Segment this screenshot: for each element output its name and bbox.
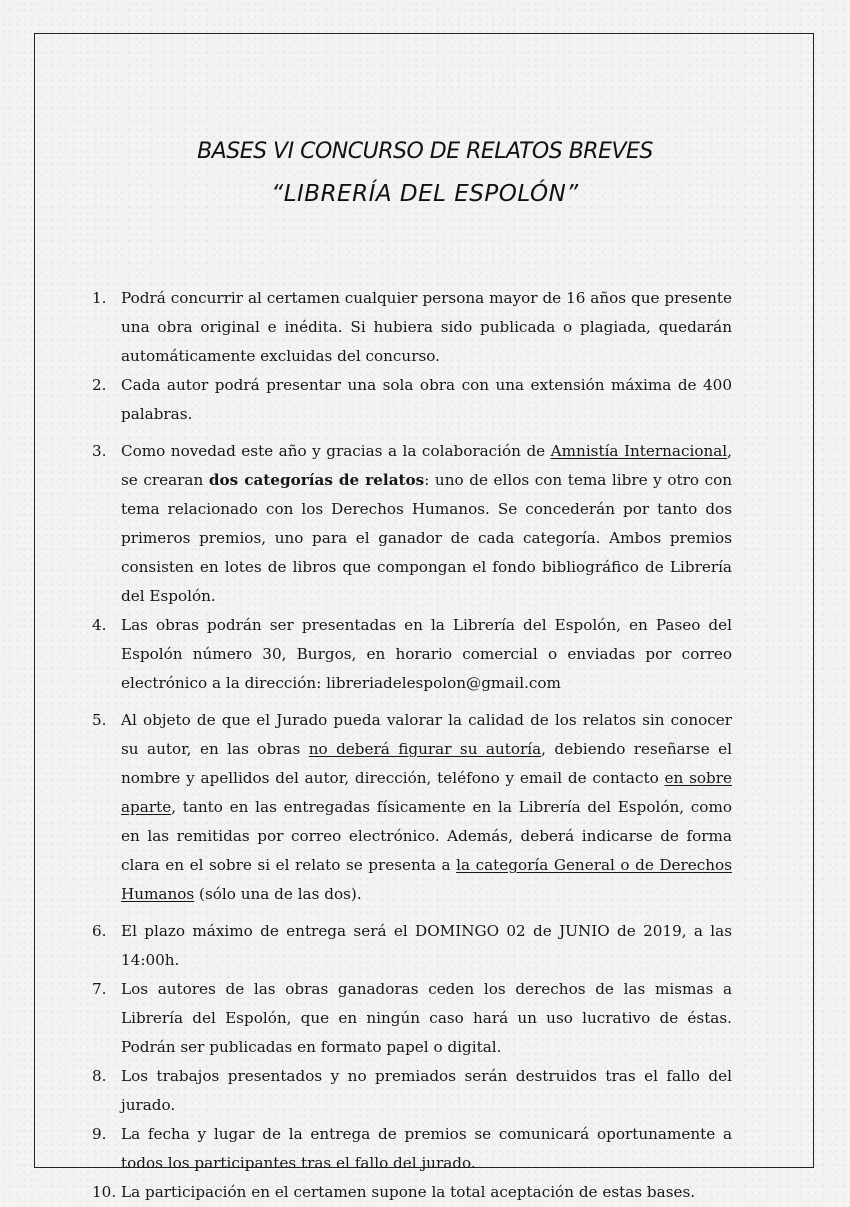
rule-item-9	[92, 1120, 732, 1178]
rule-item-3	[92, 437, 732, 611]
bookstore-title: “LIBRERÍA DEL ESPOLÓN”	[271, 181, 579, 207]
underlined-text: no deberá figurar su autoría	[308, 740, 542, 758]
rule-item-7	[92, 975, 732, 1062]
rule-text	[121, 371, 732, 429]
rule-number: 7.	[92, 980, 107, 998]
rule-number: 1.	[92, 289, 107, 307]
text-segment: Como novedad este año y gracias a la colaboración de	[121, 442, 551, 460]
rule-number: 9.	[92, 1125, 107, 1143]
rules-list	[92, 284, 732, 1207]
text-segment: : uno de ellos con tema libre y otro con tema relacionado con los Derechos Humanos. Se concederán por tanto dos primeros premios, uno para el ganador de cada categoría. Ambos premios consisten en lotes de libros que compongan el fondo bibliográfico de Librería del Espolón.	[121, 471, 733, 605]
underlined-text: en sobre aparte	[121, 769, 732, 816]
text-segment: Al objeto de que el Jurado pueda valorar la calidad de los relatos sin conocer su autor, en las obras	[121, 711, 732, 758]
rule-number: 5.	[92, 711, 107, 729]
text-segment: Los autores de las obras ganadoras ceden los derechos de las mismas a Librería del Espolón, que en ningún caso hará un uso lucrativo de éstas. Podrán ser publicadas en formato papel o digital.	[121, 980, 732, 1056]
text-segment: , se crearan	[121, 442, 732, 489]
text-segment: , debiendo reseñarse el nombre y apellidos del autor, dirección, teléfono y email de contacto	[121, 740, 732, 787]
rule-item-4	[92, 611, 732, 698]
text-segment: (sólo una de las dos).	[194, 885, 362, 903]
rule-text	[121, 437, 732, 611]
rule-text	[121, 1120, 732, 1178]
underlined-text: Amnistía Internacional	[550, 442, 728, 460]
text-segment: La participación en el certamen supone la total aceptación de estas bases.	[121, 1183, 696, 1201]
text-segment: Cada autor podrá presentar una sola obra con una extensión máxima de 400 palabras.	[121, 376, 732, 423]
contest-title: BASES VI CONCURSO DE RELATOS BREVES	[197, 139, 653, 164]
rule-item-2	[92, 371, 732, 429]
rule-number: 10.	[92, 1183, 117, 1201]
bold-text: dos categorías de relatos	[208, 471, 425, 489]
rule-item-1	[92, 284, 732, 371]
rule-text	[121, 1178, 732, 1207]
text-segment: Las obras podrán ser presentadas en la Librería del Espolón, en Paseo del Espolón número 30, Burgos, en horario comercial o enviadas por correo electrónico a la dirección: libreriadelespolon@gmail.com	[121, 616, 732, 692]
rule-number: 8.	[92, 1067, 107, 1085]
rule-number: 2.	[92, 376, 107, 394]
rule-text	[121, 611, 732, 698]
text-segment: Podrá concurrir al certamen cualquier persona mayor de 16 años que presente una obra original e inédita. Si hubiera sido publicada o plagiada, quedarán automáticamente excluidas del concurso.	[121, 289, 732, 365]
rule-item-10	[92, 1178, 732, 1207]
text-segment: Los trabajos presentados y no premiados serán destruidos tras el fallo del jurado.	[121, 1067, 732, 1114]
rule-text	[121, 1062, 732, 1120]
rule-item-6	[92, 917, 732, 975]
rule-number: 6.	[92, 922, 107, 940]
text-segment: El plazo máximo de entrega será el DOMINGO 02 de JUNIO de 2019, a las 14:00h.	[121, 922, 732, 969]
rule-text	[121, 706, 732, 909]
rule-text	[121, 975, 732, 1062]
rule-text	[121, 284, 732, 371]
text-segment: La fecha y lugar de la entrega de premios se comunicará oportunamente a todos los participantes tras el fallo del jurado.	[121, 1125, 732, 1172]
rule-item-8	[92, 1062, 732, 1120]
rule-text	[121, 917, 732, 975]
rule-number: 4.	[92, 616, 107, 634]
rule-number: 3.	[92, 442, 107, 460]
rule-item-5	[92, 706, 732, 909]
text-segment: , tanto en las entregadas físicamente en la Librería del Espolón, como en las remitidas por correo electrónico. Además, deberá indicarse de forma clara en el sobre si el relato se presenta a	[121, 798, 732, 874]
underlined-text: la categoría General o de Derechos Humanos	[121, 856, 732, 903]
